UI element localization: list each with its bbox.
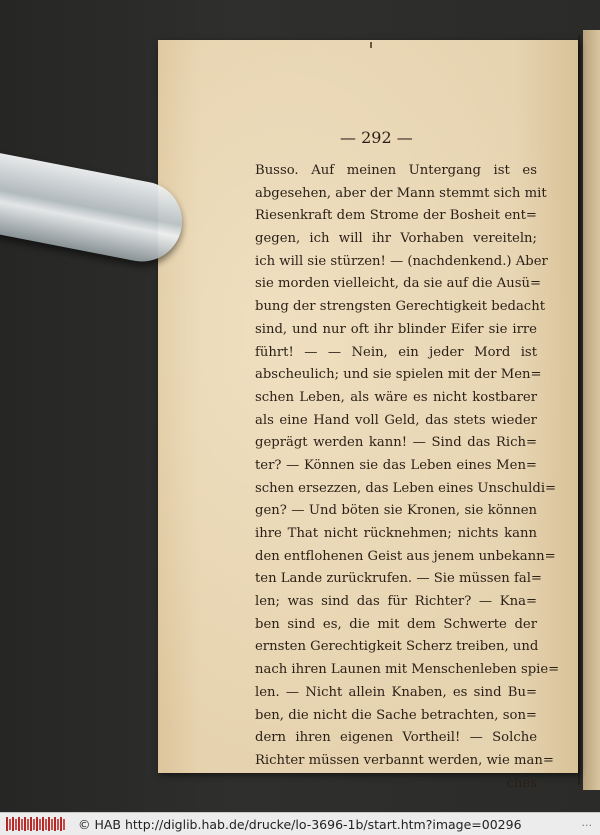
page-text xyxy=(255,160,560,795)
text-line: ich will sie stürzen! — (nachdenkend.) Aber xyxy=(255,253,548,269)
text-line: ches xyxy=(506,775,537,791)
hab-logo-icon xyxy=(6,815,66,833)
text-line: geprägt werden kann! — Sind das Rich= xyxy=(255,435,537,451)
text-line: schen ersezzen, das Leben eines Unschuldi= xyxy=(255,480,557,496)
text-line: gegen, ich will ihr Vorhaben vereiteln; xyxy=(255,231,537,247)
page-mark xyxy=(370,42,372,48)
text-line: gen? — Und böten sie Kronen, sie können xyxy=(255,503,537,519)
text-line: den entflohenen Geist aus jenem unbekann= xyxy=(255,548,556,564)
text-line: ernsten Gerechtigkeit Scherz treiben, und xyxy=(255,639,539,655)
text-line: len; was sind das für Richter? — Kna= xyxy=(255,594,537,610)
text-line: dern ihren eigenen Vortheil! — Solche xyxy=(255,730,537,746)
text-line: ihre That nicht rücknehmen; nichts kann xyxy=(255,526,537,541)
text-line: schen Leben, als wäre es nicht kostbarer xyxy=(255,389,537,405)
text-line: sie morden vielleicht, da sie auf die Ausü= xyxy=(255,276,542,292)
text-line: abgesehen, aber der Mann stemmt sich mit xyxy=(255,185,547,201)
more-dots: ... xyxy=(581,816,592,829)
text-line: len. — Nicht allein Knaben, es sind Bu= xyxy=(255,684,537,700)
text-line: Richter müssen verbannt werden, wie man= xyxy=(255,752,554,768)
next-page-edge xyxy=(583,30,600,790)
text-line: ben, die nicht die Sache betrachten, son= xyxy=(255,707,537,723)
text-line: nach ihren Launen mit Menschenleben spie= xyxy=(255,662,560,678)
text-line: ter? — Können sie das Leben eines Men= xyxy=(255,457,537,473)
text-line: ten Lande zurückrufen. — Sie müssen fal= xyxy=(255,571,542,587)
status-bar xyxy=(0,812,600,835)
text-line: abscheulich; und sie spielen mit der Men= xyxy=(255,367,542,383)
copyright-url: © HAB http://diglib.hab.de/drucke/lo-3696-1b/start.htm?image=00296 xyxy=(78,816,522,832)
text-line: als eine Hand voll Geld, das stets wieder xyxy=(255,412,537,428)
text-line: führt! — — Nein, ein jeder Mord ist xyxy=(255,344,537,360)
text-line: sind, und nur oft ihr blinder Eifer sie irre xyxy=(255,321,537,337)
text-line: bung der strengsten Gerechtigkeit bedacht xyxy=(255,299,545,315)
text-line: Busso. Auf meinen Untergang ist es xyxy=(255,163,537,178)
text-line: ben sind es, die mit dem Schwerte der xyxy=(255,616,537,632)
text-line: Riesenkraft dem Strome der Bosheit ent= xyxy=(255,208,537,224)
page-number: — 292 — xyxy=(340,128,413,147)
